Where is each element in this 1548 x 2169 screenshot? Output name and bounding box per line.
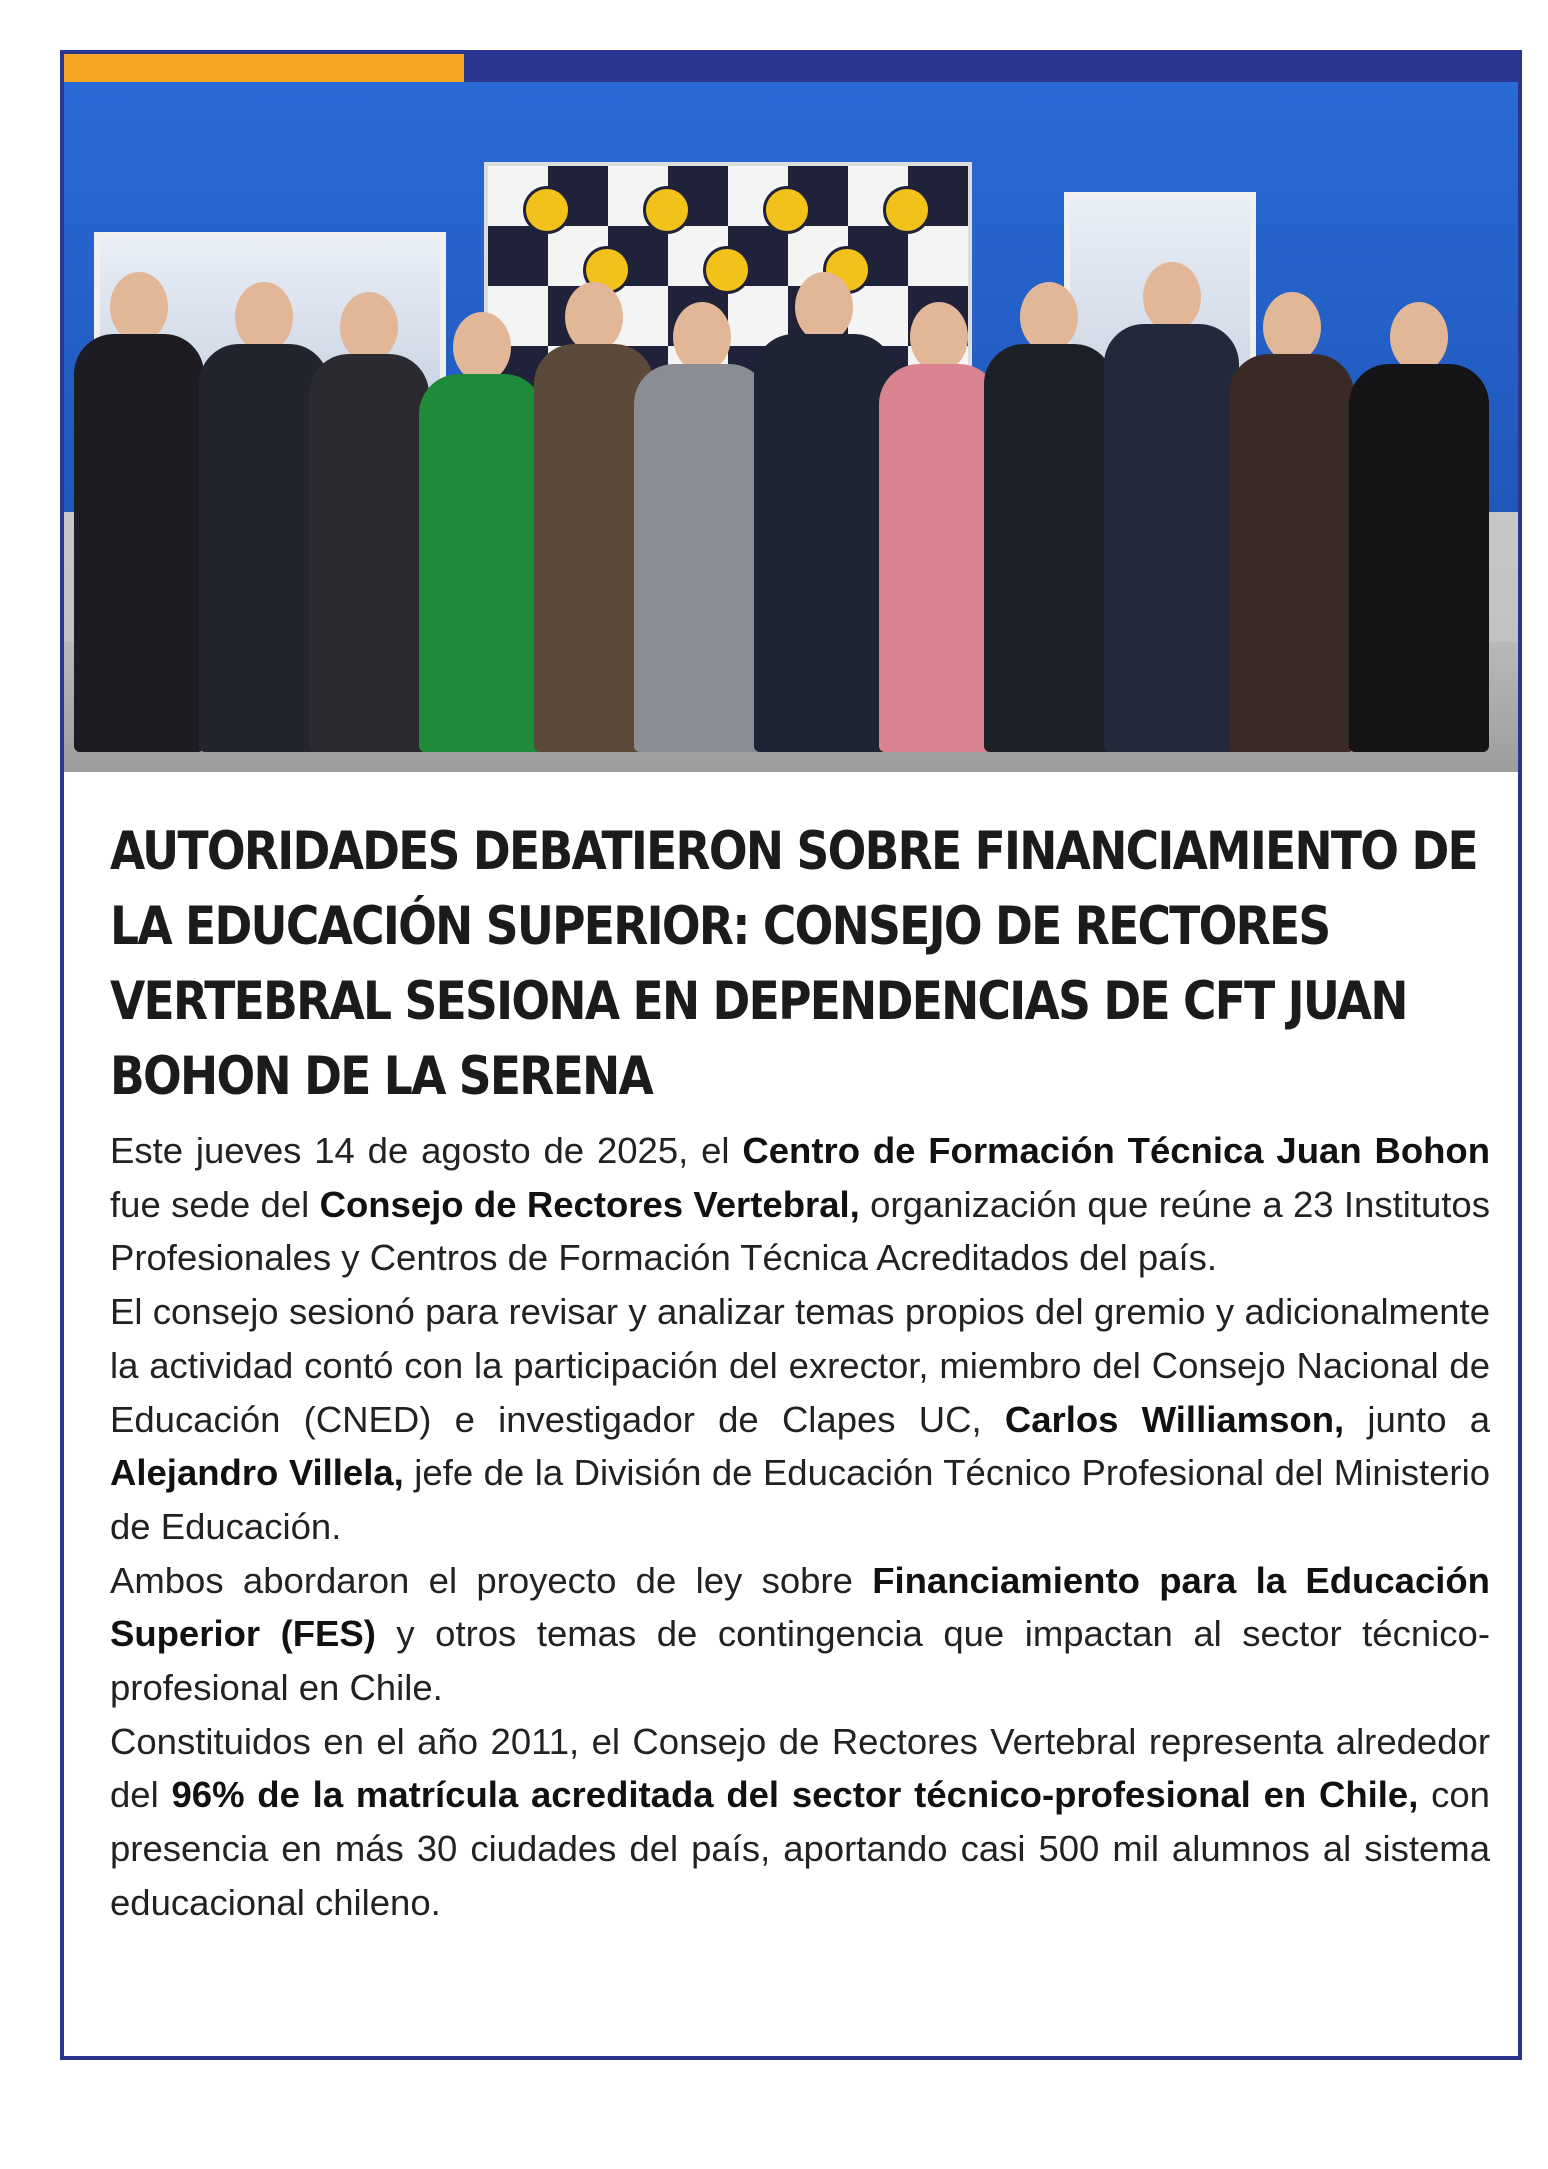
person xyxy=(754,272,894,752)
bold-run: Alejandro Villela, xyxy=(110,1452,404,1494)
paragraph xyxy=(110,1124,1490,1285)
group-photo xyxy=(64,82,1518,772)
paragraph xyxy=(110,1554,1490,1715)
person xyxy=(1349,302,1489,752)
frame-bar-segment xyxy=(464,54,1518,82)
backdrop-logo-icon xyxy=(763,186,811,234)
text-run: organización que reúne a 23 Institutos Profesionales y Centros de Formación Técnica Acreditados del país. xyxy=(110,1183,1490,1279)
backdrop-logo-icon xyxy=(883,186,931,234)
text-run: Constituidos en el año 2011, el Consejo de Rectores Vertebral representa alrededor del xyxy=(110,1720,1490,1816)
person xyxy=(879,302,999,752)
bold-run: Consejo de Rectores Vertebral, xyxy=(319,1183,860,1225)
text-run: Este jueves 14 de agosto de 2025, el xyxy=(110,1130,743,1171)
paragraph xyxy=(110,1285,1490,1554)
text-run: fue sede del xyxy=(110,1183,320,1225)
article-headline: AUTORIDADES DEBATIERON SOBRE FINANCIAMIENTO DE LA EDUCACIÓN SUPERIOR: CONSEJO DE RECTORES VERTEBRAL SESIONA EN DEPENDENCIAS DE CFT JUAN BOHON DE LA SERENA xyxy=(110,821,1477,1107)
backdrop-logo-icon xyxy=(643,186,691,234)
backdrop-logo-icon xyxy=(523,186,571,234)
accent-bar-segment xyxy=(64,54,464,82)
person xyxy=(309,292,429,752)
text-run: El consejo sesionó para revisar y analizar temas propios del gremio y adicionalmente la actividad contó con la participación del exrector, miembro del Consejo Nacional de Educación (CNED) e investigador de Clapes UC, xyxy=(110,1291,1490,1440)
paragraph xyxy=(110,1715,1490,1930)
article-body xyxy=(110,1124,1490,1930)
text-run: Ambos abordaron el proyecto de ley sobre xyxy=(110,1559,873,1601)
person xyxy=(634,302,769,752)
text-run: jefe de la División de Educación Técnico Profesional del Ministerio de Educación. xyxy=(110,1452,1490,1547)
bold-run: Centro de Formación Técnica Juan Bohon xyxy=(742,1130,1491,1171)
text-run: y otros temas de contingencia que impactan al sector técnico-profesional en Chile. xyxy=(110,1613,1490,1709)
bold-run: 96% de la matrícula acreditada del sector técnico-profesional en Chile, xyxy=(171,1774,1419,1816)
top-color-bar xyxy=(64,54,1518,82)
person xyxy=(74,272,204,752)
bold-run: Carlos Williamson, xyxy=(1004,1398,1345,1440)
person xyxy=(1229,292,1354,752)
backdrop-logo-icon xyxy=(703,246,751,294)
article-frame xyxy=(60,50,1522,2060)
person xyxy=(419,312,544,752)
person xyxy=(984,282,1114,752)
bold-run: Financiamiento para la Educación Superior (FES) xyxy=(110,1559,1490,1655)
text-run: junto a xyxy=(1344,1398,1491,1440)
person xyxy=(1104,262,1239,752)
text-run: con presencia en más 30 ciudades del país, aportando casi 500 mil alumnos al sistema educacional chileno. xyxy=(110,1774,1490,1923)
